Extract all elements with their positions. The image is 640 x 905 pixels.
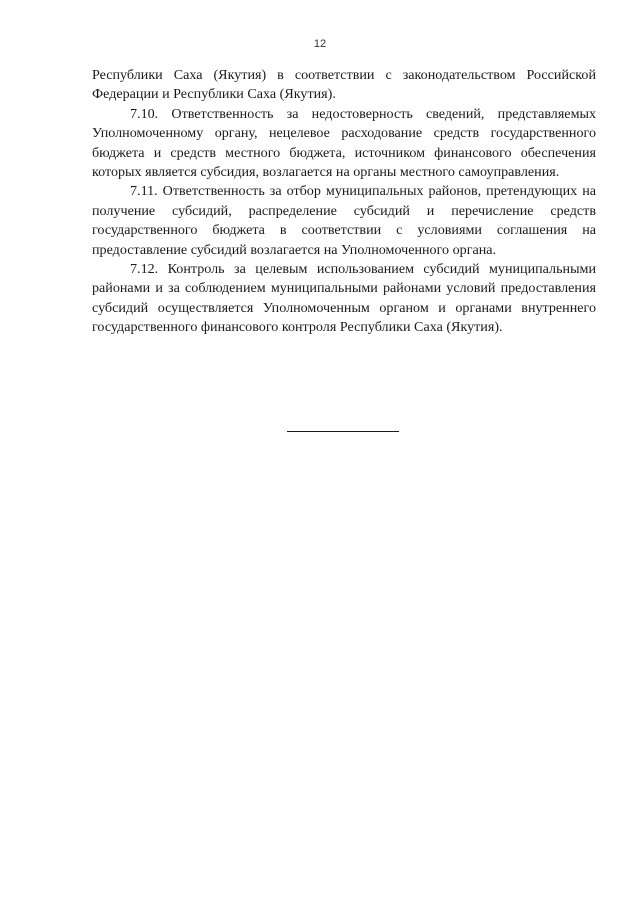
- end-of-document-rule: [287, 431, 399, 432]
- document-body: [92, 66, 596, 338]
- paragraph-7-10: 7.10. Ответственность за недостоверность сведений, представляемых Уполномоченному органу, нецелевое расходование средств государственного бюджета и средств местного бюджета, источником финансового обеспечения которых является субсидия, возлагается на органы местного самоуправления.: [92, 105, 596, 181]
- page-number: 12: [313, 38, 327, 50]
- paragraph-7-12: 7.12. Контроль за целевым использованием субсидий муниципальными районами и за соблюдением муниципальными районами условий предоставления субсидий осуществляется Уполномоченным органом и органами внутреннего государственного финансового контроля Республики Саха (Якутия).: [92, 261, 596, 336]
- paragraph-7-11: 7.11. Ответственность за отбор муниципальных районов, претендующих на получение субсидий, распределение субсидий и перечисление средств государственного бюджета в соответствии с условиями соглашения на предоставление субсидий возлагается на Уполномоченного органа.: [92, 183, 596, 258]
- paragraph-continuation: Республики Саха (Якутия) в соответствии с законодательством Российской Федерации и Республики Саха (Якутия).: [92, 67, 596, 103]
